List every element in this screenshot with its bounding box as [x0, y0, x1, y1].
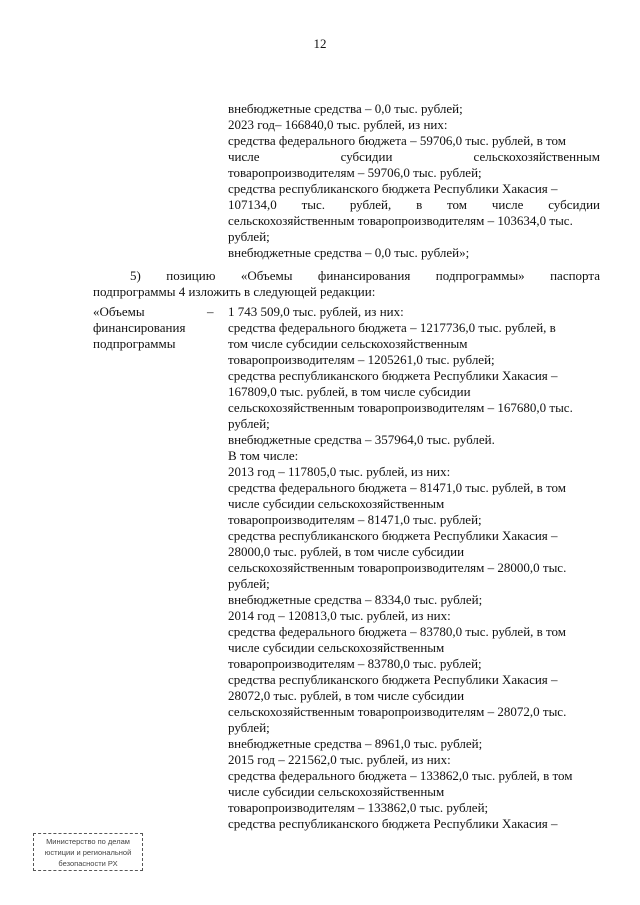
stamp-line: безопасности РХ	[58, 859, 118, 868]
text-line: сельскохозяйственным товаропроизводителям – 103634,0 тыс.	[228, 213, 573, 228]
text-line: 2023 год– 166840,0 тыс. рублей, из них:	[228, 117, 448, 132]
text-line: 2015 год – 221562,0 тыс. рублей, из них:	[228, 752, 451, 767]
text-line: В том числе:	[228, 448, 299, 463]
left-label: подпрограммы	[93, 336, 176, 351]
text-line: товаропроизводителям – 81471,0 тыс. рублей;	[228, 512, 482, 527]
registration-stamp	[33, 833, 143, 871]
text-line: рублей;	[228, 229, 270, 244]
text-line: внебюджетные средства – 357964,0 тыс. рублей.	[228, 432, 495, 447]
stamp-line: Министерство по делам	[46, 837, 130, 846]
text-line: том числе субсидии сельскохозяйственным	[228, 336, 468, 351]
text-line: рублей;	[228, 416, 270, 431]
text-line: 107134,0 тыс. рублей, в том числе субсидии	[228, 197, 600, 212]
text-line: рублей;	[228, 576, 270, 591]
text-line: средства республиканского бюджета Республики Хакасия –	[228, 816, 558, 831]
text-line: внебюджетные средства – 8961,0 тыс. рублей;	[228, 736, 483, 751]
text-line: средства республиканского бюджета Республики Хакасия –	[228, 672, 558, 687]
item-5-text: подпрограммы 4 изложить в следующей редакции:	[93, 284, 376, 299]
text-line: сельскохозяйственным товаропроизводителям – 28000,0 тыс.	[228, 560, 567, 575]
text-line: средства республиканского бюджета Республики Хакасия –	[228, 368, 558, 383]
page-number: 12	[313, 36, 327, 51]
text-line: 1 743 509,0 тыс. рублей, из них:	[228, 304, 404, 319]
label-dash: –	[207, 304, 214, 319]
text-line: средства федерального бюджета – 81471,0 тыс. рублей, в том	[228, 480, 567, 495]
text-line: товаропроизводителям – 133862,0 тыс. рублей;	[228, 800, 489, 815]
text-line: числе субсидии сельскохозяйственным	[228, 149, 600, 164]
text-line: сельскохозяйственным товаропроизводителям – 167680,0 тыс.	[228, 400, 573, 415]
text-line: 28072,0 тыс. рублей, в том числе субсидии	[228, 688, 465, 703]
text-line: средства республиканского бюджета Республики Хакасия –	[228, 181, 558, 196]
text-line: 2013 год – 117805,0 тыс. рублей, из них:	[228, 464, 451, 479]
text-line: средства федерального бюджета – 1217736,0 тыс. рублей, в	[228, 320, 556, 335]
text-line: рублей;	[228, 720, 270, 735]
text-line: внебюджетные средства – 0,0 тыс. рублей»;	[228, 245, 470, 260]
text-line: внебюджетные средства – 0,0 тыс. рублей;	[228, 101, 463, 116]
text-line: средства федерального бюджета – 59706,0 тыс. рублей, в том	[228, 133, 567, 148]
stamp-line: юстиции и региональной	[44, 848, 132, 857]
text-line: товаропроизводителям – 83780,0 тыс. рублей;	[228, 656, 482, 671]
text-line: средства федерального бюджета – 83780,0 тыс. рублей, в том	[228, 624, 567, 639]
text-line: числе субсидии сельскохозяйственным	[228, 496, 445, 511]
text-line: средства федерального бюджета – 133862,0 тыс. рублей, в том	[228, 768, 573, 783]
text-line: внебюджетные средства – 8334,0 тыс. рублей;	[228, 592, 483, 607]
text-line: средства республиканского бюджета Республики Хакасия –	[228, 528, 558, 543]
text-line: числе субсидии сельскохозяйственным	[228, 640, 445, 655]
text-line: числе субсидии сельскохозяйственным	[228, 784, 445, 799]
text-line: 2014 год – 120813,0 тыс. рублей, из них:	[228, 608, 451, 623]
text-line: сельскохозяйственным товаропроизводителям – 28072,0 тыс.	[228, 704, 567, 719]
left-label: финансирования	[93, 320, 186, 335]
text-line: 167809,0 тыс. рублей, в том числе субсидии	[228, 384, 471, 399]
item-5-text: 5) позицию «Объемы финансирования подпрограммы» паспорта	[130, 268, 600, 283]
text-line: 28000,0 тыс. рублей, в том числе субсидии	[228, 544, 465, 559]
text-line: товаропроизводителям – 59706,0 тыс. рублей;	[228, 165, 482, 180]
left-label: «Объемы	[93, 304, 145, 319]
text-line: товаропроизводителям – 1205261,0 тыс. рублей;	[228, 352, 495, 367]
